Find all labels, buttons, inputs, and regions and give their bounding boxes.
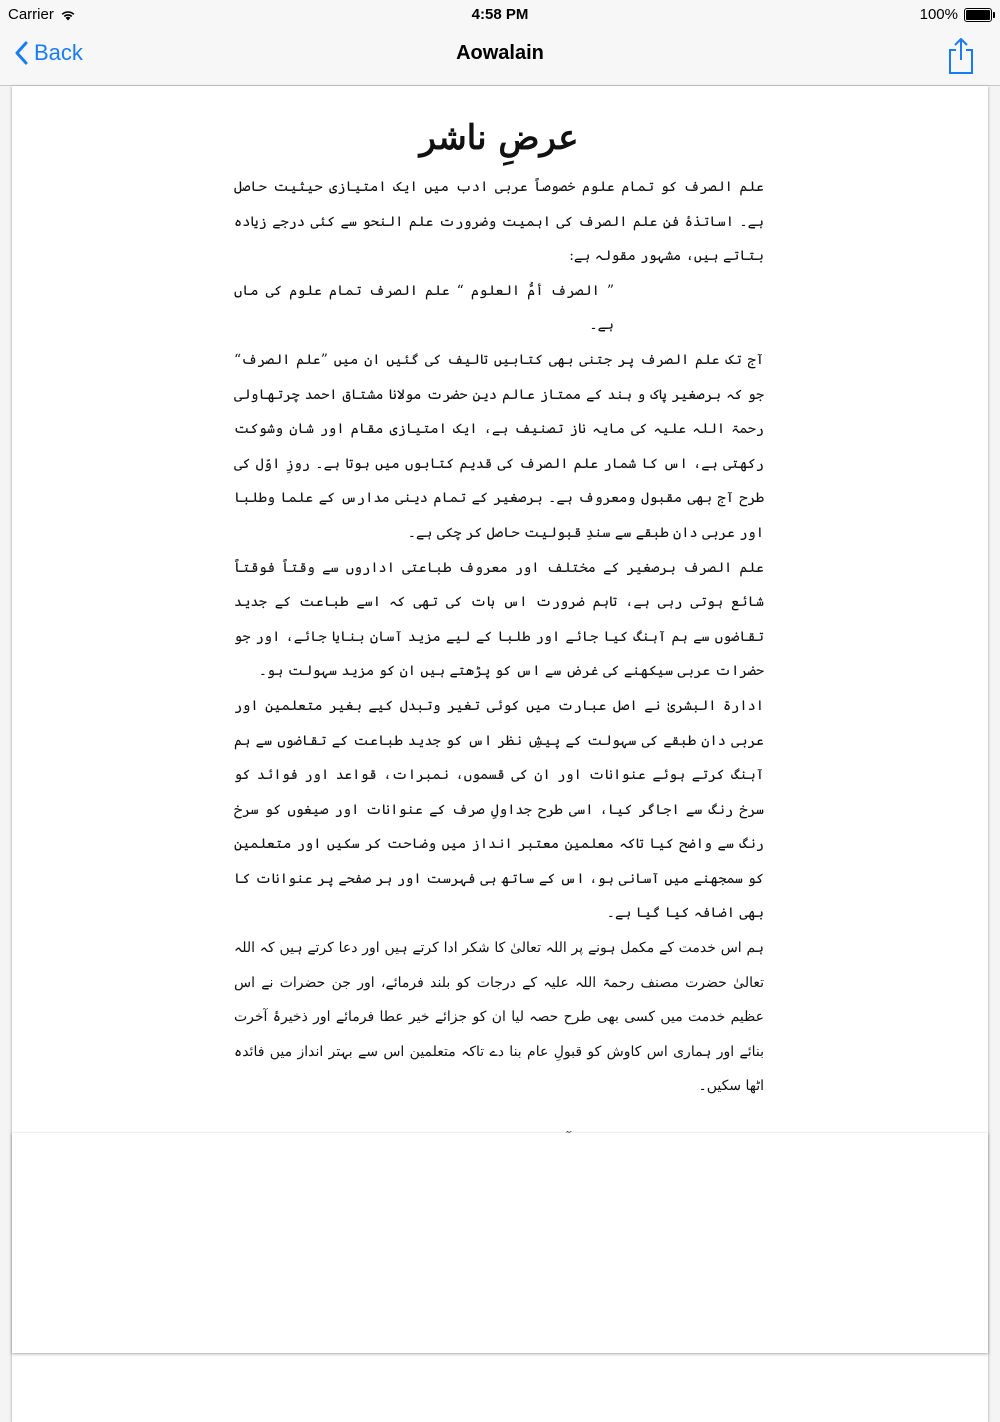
paragraph-4: ادارۃ البشریٰ نے اصل عبارت میں کوئی تغیر وتبدل کیے بغیر متعلمین اور عربی دان طبقے کی سہولت کے پیشِ نظر اس کو جدید طباعت کے تقاضوں سے ہم آہنگ کرتے ہوئے عنوانات اور ان کی قسموں، نمبرات، قواعد اور فوائد کو سرخ رنگ سے اجاگر کیا، اسی طرح جداولِ صرف کے عنوانات اور صیغوں کو سرخ رنگ سے واضح کیا تاکہ معلمین معتبر انداز میں وضاحت کر سکیں اور متعلمین کو سمجھنے میں آسانی ہو، اس کے ساتھ ہی فہرست اور ہر صفحے پر عنوانات کا بھی اضافہ کیا گیا ہے۔ xyxy=(234,697,764,922)
status-time: 4:58 PM xyxy=(471,6,529,23)
share-icon[interactable] xyxy=(946,36,976,76)
battery-icon xyxy=(964,8,992,22)
paragraph-3: علم الصرف برصغیر کے مختلف اور معروف طباعتی اداروں سے وقتاً فوقتاً شائع ہوتی رہی ہے، تاہم ضرورت اس بات کی تھی کہ اسے طباعت کے جدید تقاضوں سے ہم آہنگ کیا جائے اور طلبا کے لیے مزید آسان بنایا جائے، اور جو حضرات عربی سیکھنے کی غرض سے اس کو پڑھتے ہیں ان کو مزید سہولت ہو۔ xyxy=(234,559,764,680)
document-page-next[interactable] xyxy=(12,1133,988,1353)
status-bar xyxy=(0,0,1000,30)
quote-line: ” الصرف أمُّ العلوم “ علم الصرف تمام علوم کی ماں ہے۔ xyxy=(234,282,614,334)
navigation-bar xyxy=(0,30,1000,86)
paragraph-5: ہم اس خدمت کے مکمل ہونے پر اللہ تعالیٰ کا شکر ادا کرتے ہیں اور دعا کرتے ہیں کہ اللہ تعالیٰ حضرت مصنف رحمۃ اللہ علیہ کے درجات کو بلند فرمائے، اور جن حضرات نے اس عظیم خدمت میں کسی بھی طرح حصہ لیا ان کو جزائے خیر عطا فرمائے اور ذخیرۂ آخرت بنائے اور ہماری اس کاوش کو قبولِ عام بنا دے تاکہ متعلمین اس سے بہتر انداز میں فائدہ اٹھا سکیں۔ xyxy=(234,940,764,1095)
chevron-left-icon xyxy=(14,41,28,65)
page-heading: عرضِ ناشر xyxy=(419,118,579,158)
back-button[interactable] xyxy=(14,40,83,66)
paragraph-1: علم الصرف کو تمام علوم خصوصاً عربی ادب میں ایک امتیازی حیثیت حاصل ہے۔ اساتذۂ فنِ علم الصرف کی اہمیت وضرورت علم النحو سے کئی درجے زیادہ بتاتے ہیں، مشہور مقولہ ہے: xyxy=(234,179,764,265)
nav-title: Aowalain xyxy=(456,42,544,64)
status-right xyxy=(920,6,992,23)
carrier-label: Carrier xyxy=(8,6,54,23)
battery-percent: 100% xyxy=(919,6,958,23)
paragraph-2: آج تک علم الصرف پر جتنی بھی کتابیں تالیف کی گئیں ان میں ”علم الصرف“ جو کہ برصغیر پاک و ہند کے ممتاز عالم دین حضرت مولانا مشتاق احمد چرتھاولی رحمۃ اللہ علیہ کی مایہ ناز تصنیف ہے، ایک امتیازی مقام اور شان وشوکت رکھتی ہے، اس کا شمار علم الصرف کی قدیم کتابوں میں ہوتا ہے۔ روزِ اوّل کی طرح آج بھی مقبول ومعروف ہے۔ برصغیر کے تمام دینی مدارس کے علما وطلبا اور عربی دان طبقے سے سندِ قبولیت حاصل کر چکی ہے۔ xyxy=(234,351,764,541)
page-content xyxy=(234,118,764,1230)
back-label: Back xyxy=(34,40,83,65)
